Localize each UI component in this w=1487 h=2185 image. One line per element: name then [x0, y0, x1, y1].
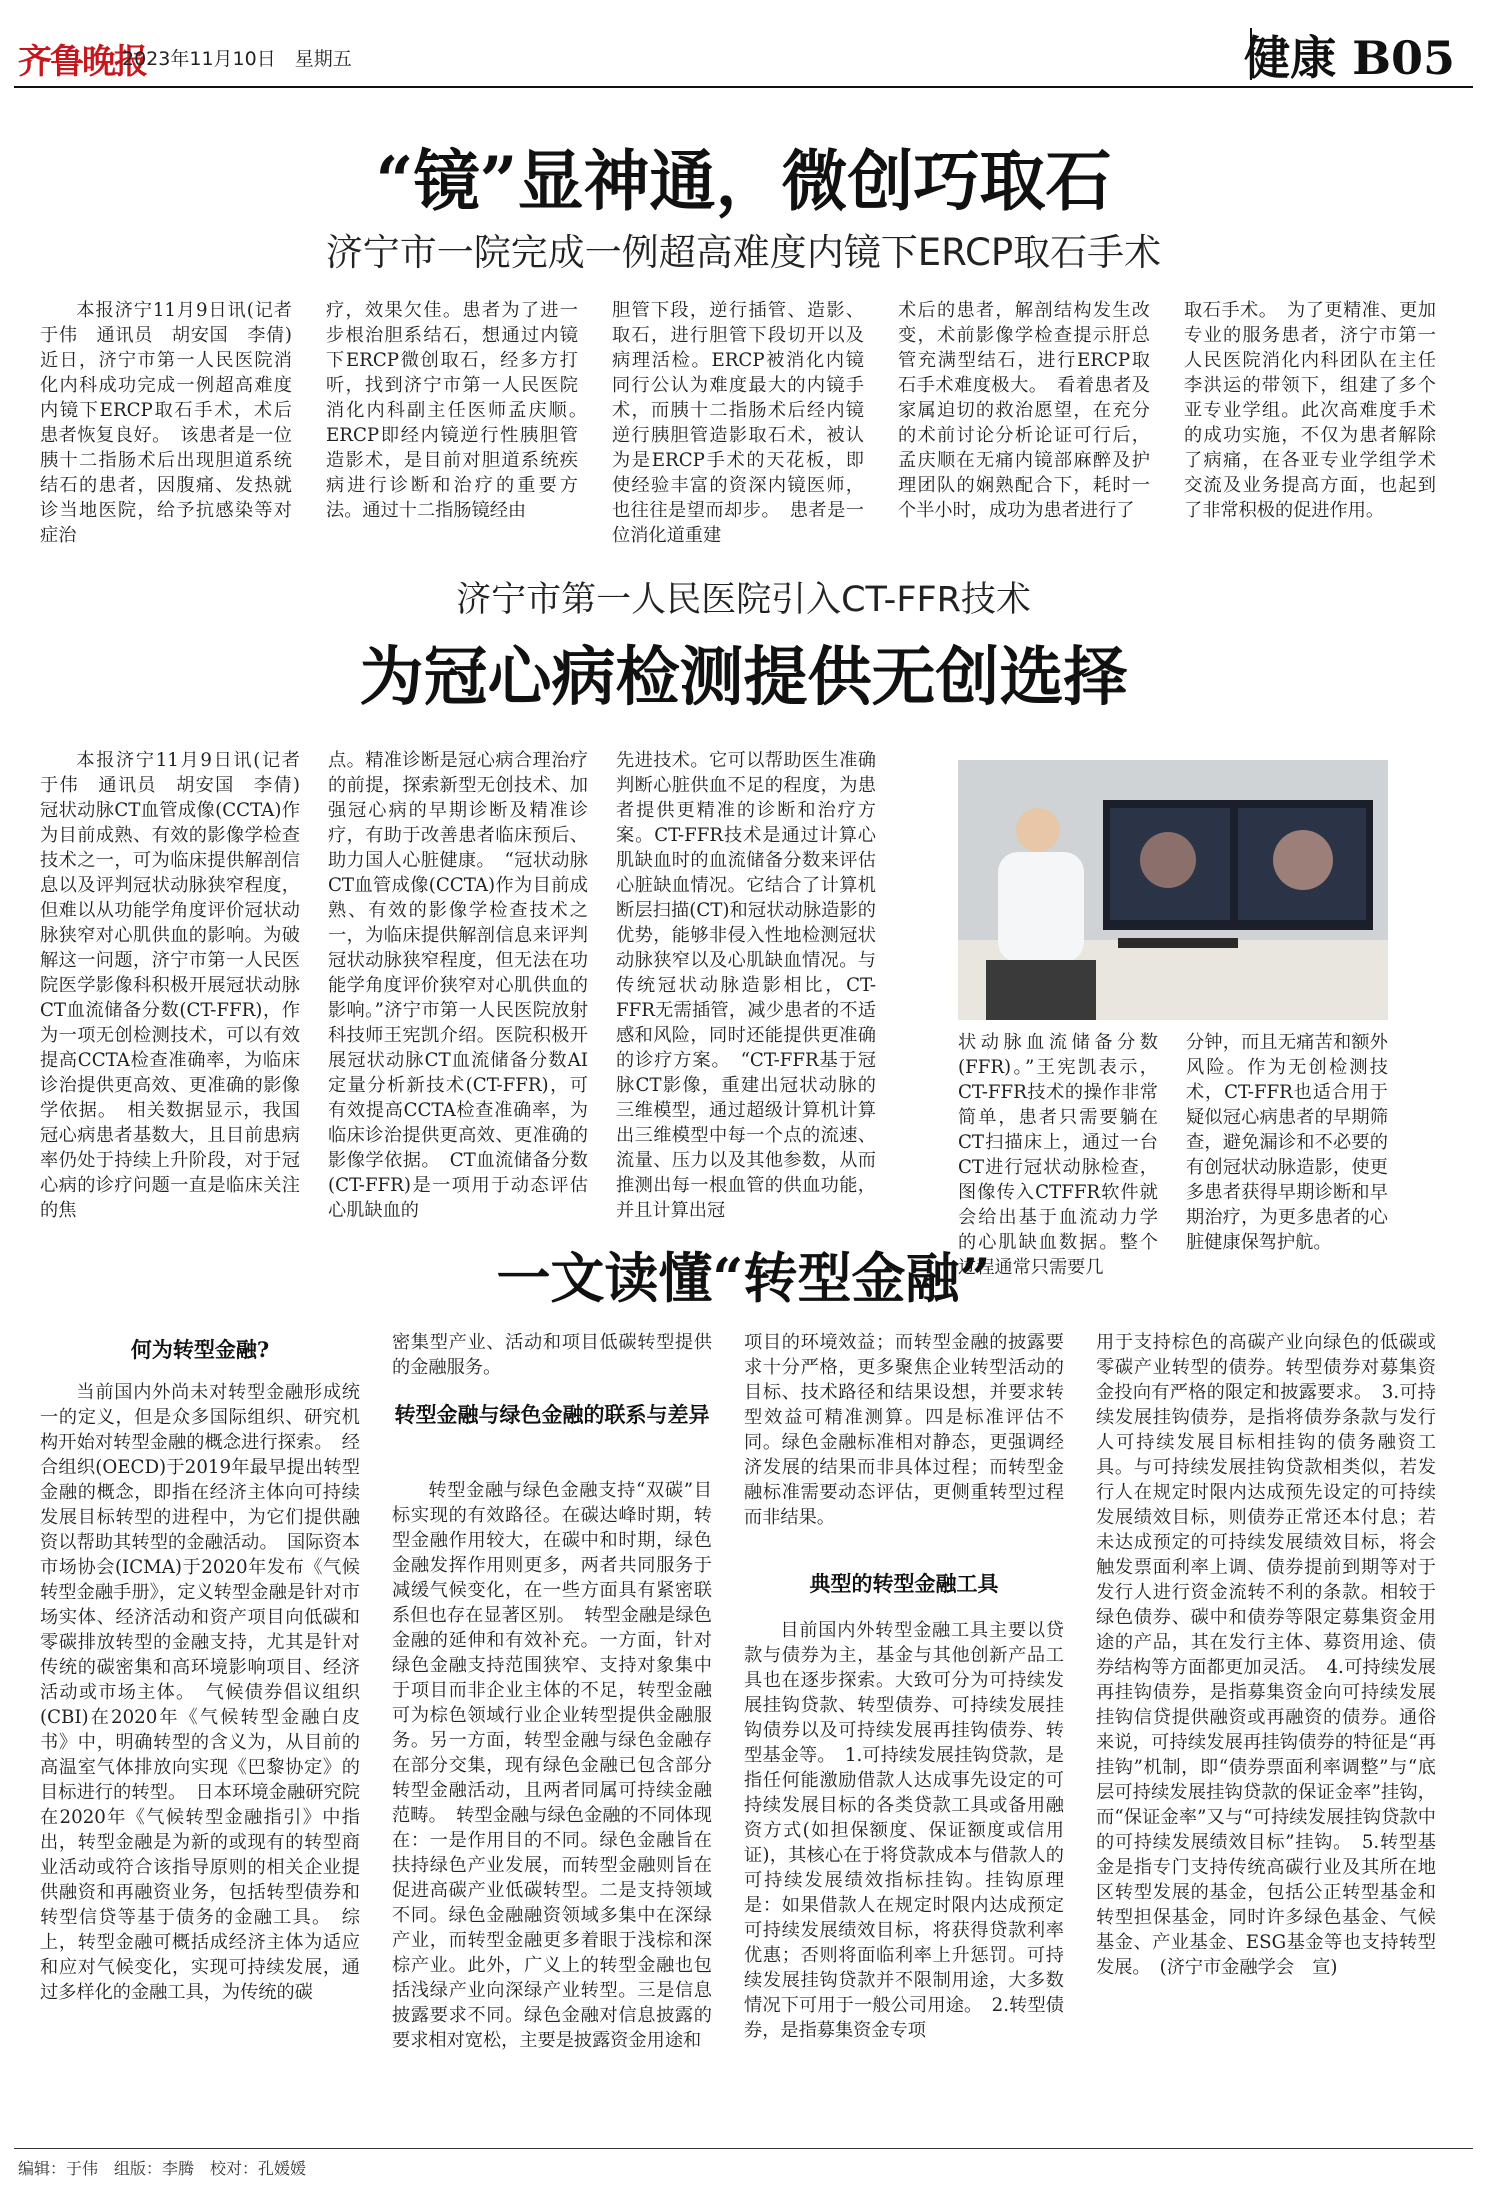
article3-col-3b: 目前国内外转型金融工具主要以贷款与债券为主，基金与其他创新产品工具也在逐步探索。大致可分为可持续发展挂钩贷款、转型债券、可持续发展挂钩债券以及可持续发展再挂钩债券、转型基金等。 1.可持续发展挂钩贷款，是指任何能激励借款人达成事先设定的可持续发展目标的各类贷款工具或备用融资方式(如担保额度、保证额度或信用证)，其核心在于将贷款成本与借款人的可持续发展绩效指标挂钩。挂钩原理是：如果借款人在规定时限内达成预定可持续发展绩效目标，将获得贷款利率优惠；否则将面临利率上升惩罚。可持续发展挂钩贷款并不限制用途，大多数情况下可用于一般公司用途。 2.转型债券，是指募集资金专项 — [744, 1620, 1064, 2041]
article1-col-4: 术后的患者，解剖结构发生改变，术前影像学检查提示肝总管充满型结石，进行ERCP取石手术难度极大。 看着患者及家属迫切的救治愿望，在充分的术前讨论分析论证可行后，孟庆顺在无痛内镜部麻醉及护理团队的娴熟配合下，耗时一个半小时，成功为患者进行了 — [898, 300, 1150, 521]
article3-col-2b: 转型金融与绿色金融支持“双碳”目标实现的有效路径。在碳达峰时期，转型金融作用较大，在碳中和时期，绿色金融发挥作用则更多，两者共同服务于减缓气候变化，在一些方面具有紧密联系但也存在显著区别。 转型金融是绿色金融的延伸和有效补充。一方面，针对绿色金融支持范围狭窄、支持对象集中于项目而非企业主体的不足，转型金融可为棕色领域行业企业转型提供金融服务。另一方面，转型金融与绿色金融存在部分交集，现有绿色金融已包含部分转型金融活动，且两者同属可持续金融范畴。 转型金融与绿色金融的不同体现在：一是作用目的不同。绿色金融旨在扶持绿色产业发展，而转型金融则旨在促进高碳产业低碳转型。二是支持领域不同。绿色金融融资领域多集中在深绿产业，而转型金融更多着眼于浅棕和深棕产业。此外，广义上的转型金融也包括浅绿产业向深绿产业转型。三是信息披露要求不同。绿色金融对信息披露的要求相对宽松，主要是披露资金用途和 — [392, 1480, 712, 2051]
subhead-typical-tools: 典型的转型金融工具 — [809, 1571, 999, 1596]
article1-col-1: 本报济宁11月9日讯(记者 于伟 通讯员 胡安国 李倩) 近日，济宁市第一人民医院消化内科成功完成一例超高难度内镜下ERCP取石手术，术后患者恢复良好。 该患者是一位胰十二指肠术后出现胆道系统结石的患者，因腹痛、发热就诊当地医院，给予抗感染等对症治 — [40, 300, 311, 546]
article1-col-2: 疗，效果欠佳。患者为了进一步根治胆系结石，想通过内镜下ERCP微创取石，经多方打听，找到济宁市第一人民医院消化内科副主任医师孟庆顺。 ERCP即经内镜逆行性胰胆管造影术，是目前对胆道系统疾病进行诊断和治疗的重要方法。通过十二指肠镜经由 — [326, 300, 597, 521]
article1-col-3: 胆管下段，逆行插管、造影、取石，进行胆管下段切开以及病理活检。ERCP被消化内镜同行公认为难度最大的内镜手术，而胰十二指肠术后经内镜逆行胰胆管造影取石术，被认为是ERCP手术的天花板，即使经验丰富的资深内镜医师，也往往是望而却步。 患者是一位消化道重建 — [612, 300, 864, 546]
section-label: 健康 B05 — [1244, 31, 1455, 85]
article3-col-2a: 密集型产业、活动和项目低碳转型提供的金融服务。 — [392, 1332, 712, 1378]
article3-col-4: 用于支持棕色的高碳产业向绿色的低碳或零碳产业转型的债券。转型债券对募集资金投向有严格的限定和披露要求。 3.可持续发展挂钩债券，是指将债券条款与发行人可持续发展目标相挂钩的债务融资工具。与可持续发展挂钩贷款相类似，若发行人在规定时限内达成预先设定的可持续发展绩效目标，则债券正常还本付息；若未达成预定的可持续发展绩效目标，将会触发票面利率上调、债券提前到期等对于发行人进行资金流转不利的条款。相较于绿色债券、碳中和债券等限定募集资金用途的产品，其在发行主体、募资用途、债券结构等方面都更加灵活。 4.可持续发展再挂钩债券，是指募集资金向可持续发展挂钩信贷提供融资或再融资的债券。通俗来说，可持续发展再挂钩债券的特征是“再挂钩”机制，即“债券票面利率调整”与“底层可持续发展挂钩贷款的保证金率”挂钩，而“保证金率”又与“可持续发展挂钩贷款中的可持续发展绩效目标”挂钩。 5.转型基金是指专门支持传统高碳行业及其所在地区转型发展的基金，包括公正转型基金和转型担保基金，同时许多绿色基金、气候基金、产业基金、ESG基金等也支持转型发展。 (济宁市金融学会 宣) — [1096, 1332, 1436, 1978]
masthead: 齐鲁晚报 — [18, 42, 146, 82]
footer-credits: 编辑：于伟 组版：李腾 校对：孔媛媛 — [18, 2159, 307, 2178]
subhead-what-is-transition-finance: 何为转型金融? — [130, 1337, 270, 1362]
article1-subtitle: 济宁市一院完成一例超高难度内镜下ERCP取石手术 — [325, 231, 1162, 274]
article2-col-1: 本报济宁11月9日讯(记者 于伟 通讯员 胡安国 李倩) 冠状动脉CT血管成像(CCTA)作为目前成熟、有效的影像学检查技术之一，可为临床提供解剖信息以及评判冠状动脉狭窄程度，但难以从功能学角度评价冠状动脉狭窄对心肌供血的影响。为破解这一问题，济宁市第一人民医院医学影像科积极开展冠状动脉CT血流储备分数(CT-FFR)，作为一项无创检测技术，可以有效提高CCTA检查准确率，为临床诊治提供更高效、更准确的影像学依据。 相关数据显示，我国冠心病患者基数大，且目前患病率仍处于持续上升阶段，对于冠心病的诊疗问题一直是临床关注的焦 — [40, 750, 319, 1221]
article1-title: “镜”显神通，微创巧取石 — [375, 142, 1112, 220]
article3-col-1: 当前国内外尚未对转型金融形成统一的定义，但是众多国际组织、研究机构开始对转型金融的概念进行探索。 经合组织(OECD)于2019年最早提出转型金融的概念，即指在经济主体向可持续发展目标转型的进程中，为它们提供融资以帮助其转型的金融活动。 国际资本市场协会(ICMA)于2020年发布《气候转型金融手册》，定义转型金融是针对市场实体、经济活动和资产项目向低碳和零碳排放转型的金融支持，尤其是针对传统的碳密集和高环境影响项目、经济活动或市场主体。 气候债券倡议组织(CBI)在2020年《气候转型金融白皮书》中，明确转型的含义为，从目前的高温室气体排放向实现《巴黎协定》的目标进行的转型。 日本环境金融研究院在2020年《气候转型金融指引》中指出，转型金融是为新的或现有的转型商业活动或符合该指导原则的相关企业提供融资和再融资业务，包括转型债券和转型信贷等基于债务的金融工具。 综上，转型金融可概括成经济主体为适应和应对气候变化，实现可持续发展，通过多样化的金融工具，为传统的碳 — [40, 1382, 360, 2003]
article3-title: 一文读懂“转型金融” — [496, 1246, 991, 1310]
article3-col-3a: 项目的环境效益；而转型金融的披露要求十分严格，更多聚焦企业转型活动的目标、技术路径和结果设想，并要求转型效益可精准测算。四是标准评估不同。绿色金融标准相对静态，更强调经济发展的结果而非具体过程；而转型金融标准需要动态评估，更侧重转型过程而非结果。 — [744, 1332, 1064, 1528]
article2-title: 为冠心病检测提供无创选择 — [359, 640, 1128, 715]
doctor-workstation-photo — [958, 760, 1388, 1020]
dateline: 2023年11月10日 星期五 — [122, 48, 352, 70]
article2-col-4: 状动脉血流储备分数(FFR)。”王宪凯表示，CT-FFR技术的操作非常简单，患者只需要躺在CT扫描床上，通过一台CT进行冠状动脉检查，图像传入CTFFR软件就会给出基于血流动力学的心肌缺血数据。整个过程通常只需要几 — [958, 1032, 1158, 1278]
subhead-green-vs-transition: 转型金融与绿色金融的联系与差异 — [394, 1402, 710, 1427]
article2-kicker: 济宁市第一人民医院引入CT-FFR技术 — [456, 580, 1031, 620]
footer-rule — [14, 2148, 1473, 2149]
article2-col-2: 点。精准诊断是冠心病合理治疗的前提，探索新型无创技术、加强冠心病的早期诊断及精准诊疗，有助于改善患者临床预后、助力国人心脏健康。 “冠状动脉CT血管成像(CCTA)作为目前成熟、有效的影像学检查技术之一，为临床提供解剖信息来评判冠状动脉狭窄程度，但无法在功能学角度评价狭窄对心肌供血的影响。”济宁市第一人民医院放射科技师王宪凯介绍。医院积极开展冠状动脉CT血流储备分数AI定量分析新技术(CT-FFR)，可有效提高CCTA检查准确率，为临床诊治提供更高效、更准确的影像学依据。 CT血流储备分数(CT-FFR)是一项用于动态评估心肌缺血的 — [328, 750, 588, 1221]
header-rule — [14, 86, 1473, 88]
article1-col-5: 取石手术。 为了更精准、更加专业的服务患者，济宁市第一人民医院消化内科团队在主任李洪运的带领下，组建了多个亚专业学组。此次高难度手术的成功实施，不仅为患者解除了病痛，在各亚专业学组学术交流及业务提高方面，也起到了非常积极的促进作用。 — [1184, 300, 1436, 521]
article2-col-5: 分钟，而且无痛苦和额外风险。作为无创检测技术，CT-FFR也适合用于疑似冠心病患者的早期筛查，避免漏诊和不必要的有创冠状动脉造影，使更多患者获得早期诊断和早期治疗，为更多患者的心脏健康保驾护航。 — [1186, 1032, 1388, 1253]
article2-col-3: 先进技术。它可以帮助医生准确判断心脏供血不足的程度，为患者提供更精准的诊断和治疗方案。CT-FFR技术是通过计算心肌缺血时的血流储备分数来评估心脏缺血情况。它结合了计算机断层扫描(CT)和冠状动脉造影的优势，能够非侵入性地检测冠状动脉狭窄以及心肌缺血情况。与传统冠状动脉造影相比，CT-FFR无需插管，减少患者的不适感和风险，同时还能提供更准确的诊疗方案。 “CT-FFR基于冠脉CT影像，重建出冠状动脉的三维模型，通过超级计算机计算出三维模型中每一个点的流速、流量、压力以及其他参数，从而推测出每一根血管的供血功能，并且计算出冠 — [616, 750, 876, 1221]
